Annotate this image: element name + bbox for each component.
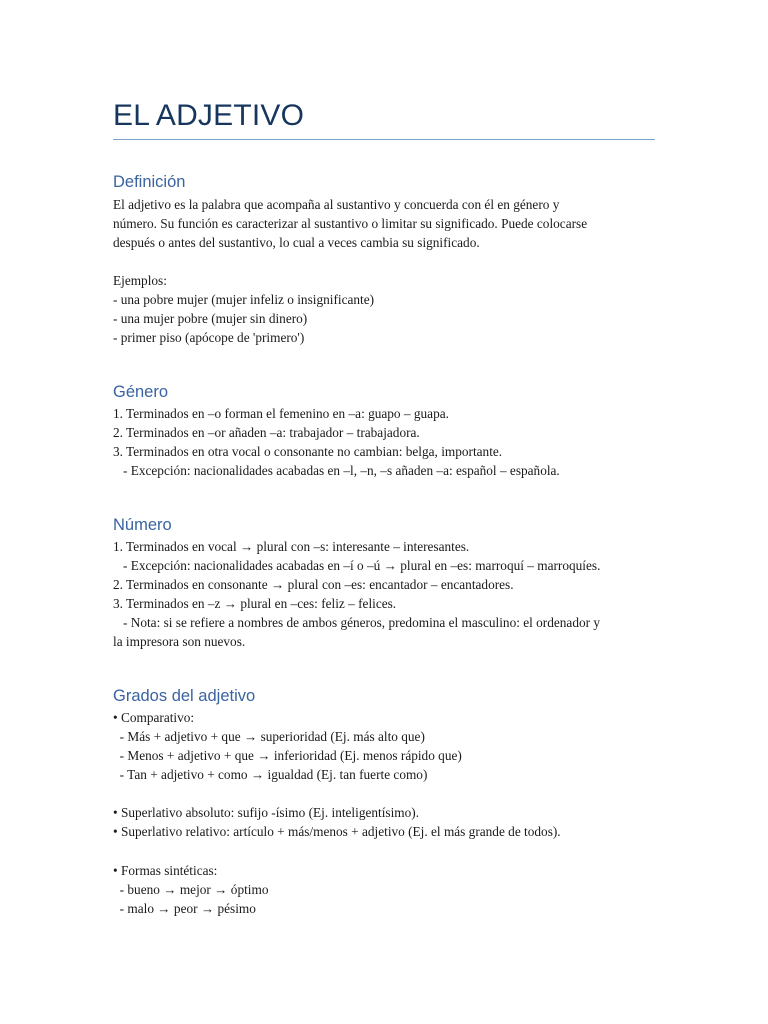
list-item: - Nota: si se refiere a nombres de ambos géneros, predomina el masculino: el ordenador y xyxy=(113,615,601,630)
list-item: - malo → peor → pésimo xyxy=(113,901,256,916)
title-underline xyxy=(113,139,655,140)
list-item: - Más + adjetivo + que → superioridad (Ej. más alto que) xyxy=(113,729,425,744)
list-item: - primer piso (apócope de 'primero') xyxy=(113,330,305,345)
list-item: - una pobre mujer (mujer infeliz o insignificante) xyxy=(113,292,375,307)
document-title: EL ADJETIVO xyxy=(113,99,305,132)
paragraph-line: después o antes del sustantivo, lo cual a veces cambia su significado. xyxy=(113,235,480,250)
list-item: • Comparativo: xyxy=(113,710,195,725)
heading-genero: Género xyxy=(113,383,169,401)
list-item: 2. Terminados en –or añaden –a: trabajador – trabajadora. xyxy=(113,425,420,440)
list-item: • Superlativo absoluto: sufijo -ísimo (Ej. inteligentísimo). xyxy=(113,805,420,820)
list-item: - bueno → mejor → óptimo xyxy=(113,882,269,897)
list-item: 1. Terminados en vocal → plural con –s: interesante – interesantes. xyxy=(113,539,470,554)
list-item: 1. Terminados en –o forman el femenino en –a: guapo – guapa. xyxy=(113,406,449,421)
list-item: - una mujer pobre (mujer sin dinero) xyxy=(113,311,308,326)
heading-numero: Número xyxy=(113,516,172,534)
list-item: 3. Terminados en –z → plural en –ces: feliz – felices. xyxy=(113,596,397,611)
list-item: • Formas sintéticas: xyxy=(113,863,218,878)
list-item: • Superlativo relativo: artículo + más/menos + adjetivo (Ej. el más grande de todos). xyxy=(113,824,561,839)
list-item: - Excepción: nacionalidades acabadas en –í o –ú → plural en –es: marroquí – marroquíes. xyxy=(113,558,601,573)
heading-grados: Grados del adjetivo xyxy=(113,687,256,705)
list-item: 3. Terminados en otra vocal o consonante no cambian: belga, importante. xyxy=(113,444,503,459)
list-item: - Menos + adjetivo + que → inferioridad (Ej. menos rápido que) xyxy=(113,748,462,763)
paragraph-line: El adjetivo es la palabra que acompaña al sustantivo y concuerda con él en género y xyxy=(113,197,560,212)
list-item: - Tan + adjetivo + como → igualdad (Ej. tan fuerte como) xyxy=(113,767,428,782)
paragraph-line: Ejemplos: xyxy=(113,273,167,288)
list-item: 2. Terminados en consonante → plural con –es: encantador – encantadores. xyxy=(113,577,514,592)
list-item: la impresora son nuevos. xyxy=(113,634,246,649)
paragraph-line: número. Su función es caracterizar al sustantivo o limitar su significado. Puede colocarse xyxy=(113,216,588,231)
list-item: - Excepción: nacionalidades acabadas en –l, –n, –s añaden –a: español – española. xyxy=(113,463,560,478)
heading-definicion: Definición xyxy=(113,173,186,191)
